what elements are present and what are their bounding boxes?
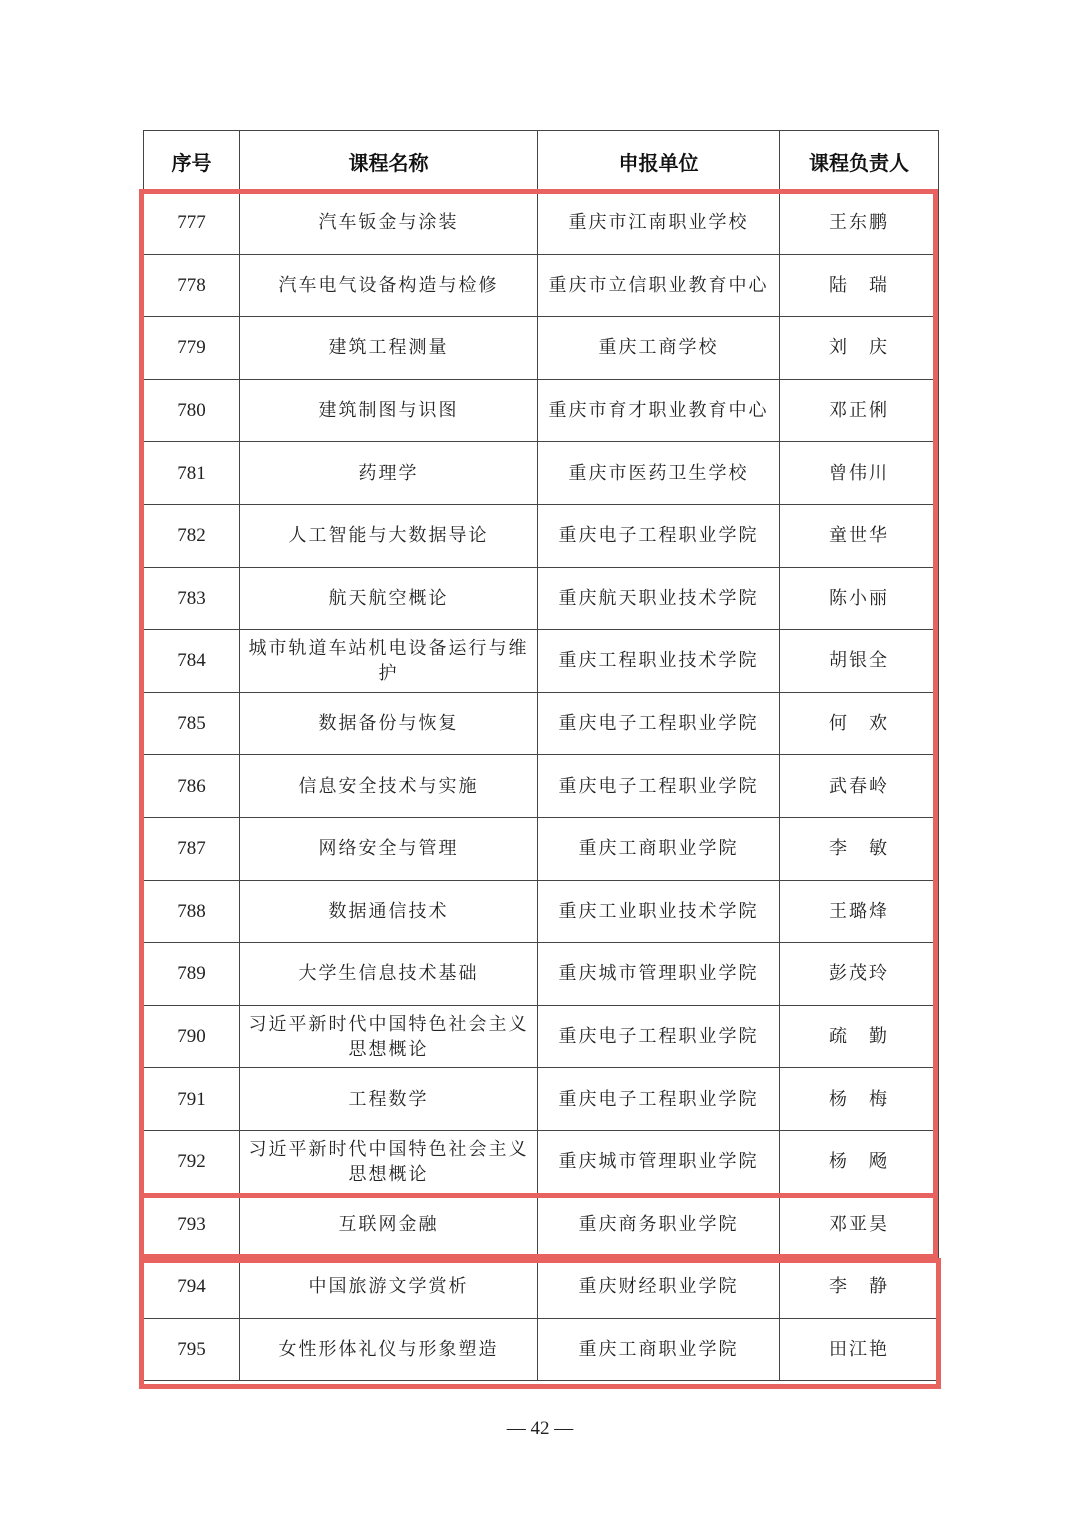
- cell-unit: 重庆工程职业技术学院: [538, 630, 780, 693]
- table-row: [144, 317, 939, 380]
- page-number: — 42 —: [506, 1418, 574, 1439]
- cell-course: 汽车电气设备构造与检修: [240, 254, 538, 317]
- cell-leader: 何 欢: [780, 692, 939, 755]
- cell-course: 城市轨道车站机电设备运行与维护: [240, 630, 538, 693]
- table-row: [144, 943, 939, 1006]
- course-table: [143, 130, 939, 1381]
- cell-unit: 重庆城市管理职业学院: [538, 943, 780, 1006]
- cell-course: 工程数学: [240, 1068, 538, 1131]
- cell-leader: 李 静: [780, 1256, 939, 1319]
- cell-unit: 重庆市医药卫生学校: [538, 442, 780, 505]
- table-row: [144, 1130, 939, 1193]
- cell-leader: 李 敏: [780, 817, 939, 880]
- cell-course: 习近平新时代中国特色社会主义思想概论: [240, 1130, 538, 1193]
- cell-leader: 彭茂玲: [780, 943, 939, 1006]
- cell-unit: 重庆工业职业技术学院: [538, 880, 780, 943]
- cell-unit: 重庆商务职业学院: [538, 1193, 780, 1256]
- cell-unit: 重庆城市管理职业学院: [538, 1130, 780, 1193]
- cell-course: 航天航空概论: [240, 567, 538, 630]
- table-row: [144, 1193, 939, 1256]
- table-header: [144, 131, 939, 192]
- cell-leader: 杨 飏: [780, 1130, 939, 1193]
- cell-leader: 胡银全: [780, 630, 939, 693]
- cell-unit: 重庆工商职业学院: [538, 1318, 780, 1381]
- cell-no: 795: [144, 1318, 240, 1381]
- table-row: [144, 1318, 939, 1381]
- cell-leader: 田江艳: [780, 1318, 939, 1381]
- cell-unit: 重庆市立信职业教育中心: [538, 254, 780, 317]
- cell-course: 网络安全与管理: [240, 817, 538, 880]
- cell-leader: 邓亚昊: [780, 1193, 939, 1256]
- cell-no: 778: [144, 254, 240, 317]
- cell-course: 建筑制图与识图: [240, 379, 538, 442]
- cell-course: 女性形体礼仪与形象塑造: [240, 1318, 538, 1381]
- cell-course: 药理学: [240, 442, 538, 505]
- cell-no: 792: [144, 1130, 240, 1193]
- table-row: [144, 254, 939, 317]
- cell-unit: 重庆航天职业技术学院: [538, 567, 780, 630]
- table-row: [144, 817, 939, 880]
- cell-course: 数据备份与恢复: [240, 692, 538, 755]
- cell-leader: 刘 庆: [780, 317, 939, 380]
- cell-no: 784: [144, 630, 240, 693]
- cell-course: 汽车钣金与涂装: [240, 192, 538, 255]
- cell-no: 779: [144, 317, 240, 380]
- cell-no: 780: [144, 379, 240, 442]
- table-row: [144, 567, 939, 630]
- header-leader: 课程负责人: [780, 131, 939, 192]
- cell-leader: 疏 勤: [780, 1005, 939, 1068]
- cell-no: 777: [144, 192, 240, 255]
- cell-leader: 陈小丽: [780, 567, 939, 630]
- cell-no: 786: [144, 755, 240, 818]
- cell-course: 数据通信技术: [240, 880, 538, 943]
- table-row: [144, 630, 939, 693]
- cell-no: 791: [144, 1068, 240, 1131]
- cell-leader: 陆 瑞: [780, 254, 939, 317]
- table-row: [144, 692, 939, 755]
- table-row: [144, 504, 939, 567]
- cell-unit: 重庆工商学校: [538, 317, 780, 380]
- cell-no: 782: [144, 504, 240, 567]
- table-row: [144, 379, 939, 442]
- cell-course: 习近平新时代中国特色社会主义思想概论: [240, 1005, 538, 1068]
- header-course: 课程名称: [240, 131, 538, 192]
- cell-unit: 重庆财经职业学院: [538, 1256, 780, 1319]
- cell-no: 789: [144, 943, 240, 1006]
- table-row: [144, 880, 939, 943]
- table-row: [144, 442, 939, 505]
- cell-course: 信息安全技术与实施: [240, 755, 538, 818]
- cell-leader: 邓正俐: [780, 379, 939, 442]
- cell-unit: 重庆电子工程职业学院: [538, 755, 780, 818]
- cell-unit: 重庆电子工程职业学院: [538, 504, 780, 567]
- cell-unit: 重庆电子工程职业学院: [538, 1068, 780, 1131]
- cell-unit: 重庆市江南职业学校: [538, 192, 780, 255]
- cell-course: 建筑工程测量: [240, 317, 538, 380]
- cell-leader: 曾伟川: [780, 442, 939, 505]
- cell-leader: 王东鹏: [780, 192, 939, 255]
- header-no: 序号: [144, 131, 240, 192]
- cell-leader: 杨 梅: [780, 1068, 939, 1131]
- cell-leader: 武春岭: [780, 755, 939, 818]
- cell-no: 787: [144, 817, 240, 880]
- cell-no: 794: [144, 1256, 240, 1319]
- cell-no: 793: [144, 1193, 240, 1256]
- cell-unit: 重庆电子工程职业学院: [538, 692, 780, 755]
- cell-no: 785: [144, 692, 240, 755]
- header-row: [144, 131, 939, 192]
- cell-leader: 童世华: [780, 504, 939, 567]
- header-unit: 申报单位: [538, 131, 780, 192]
- table-row: [144, 192, 939, 255]
- table-row: [144, 1068, 939, 1131]
- table-row: [144, 1256, 939, 1319]
- cell-course: 人工智能与大数据导论: [240, 504, 538, 567]
- cell-unit: 重庆电子工程职业学院: [538, 1005, 780, 1068]
- cell-no: 790: [144, 1005, 240, 1068]
- cell-unit: 重庆市育才职业教育中心: [538, 379, 780, 442]
- cell-unit: 重庆工商职业学院: [538, 817, 780, 880]
- table-row: [144, 755, 939, 818]
- table-body: [144, 192, 939, 1381]
- cell-no: 788: [144, 880, 240, 943]
- cell-leader: 王璐烽: [780, 880, 939, 943]
- cell-course: 中国旅游文学赏析: [240, 1256, 538, 1319]
- cell-course: 大学生信息技术基础: [240, 943, 538, 1006]
- cell-course: 互联网金融: [240, 1193, 538, 1256]
- cell-no: 781: [144, 442, 240, 505]
- table-row: [144, 1005, 939, 1068]
- cell-no: 783: [144, 567, 240, 630]
